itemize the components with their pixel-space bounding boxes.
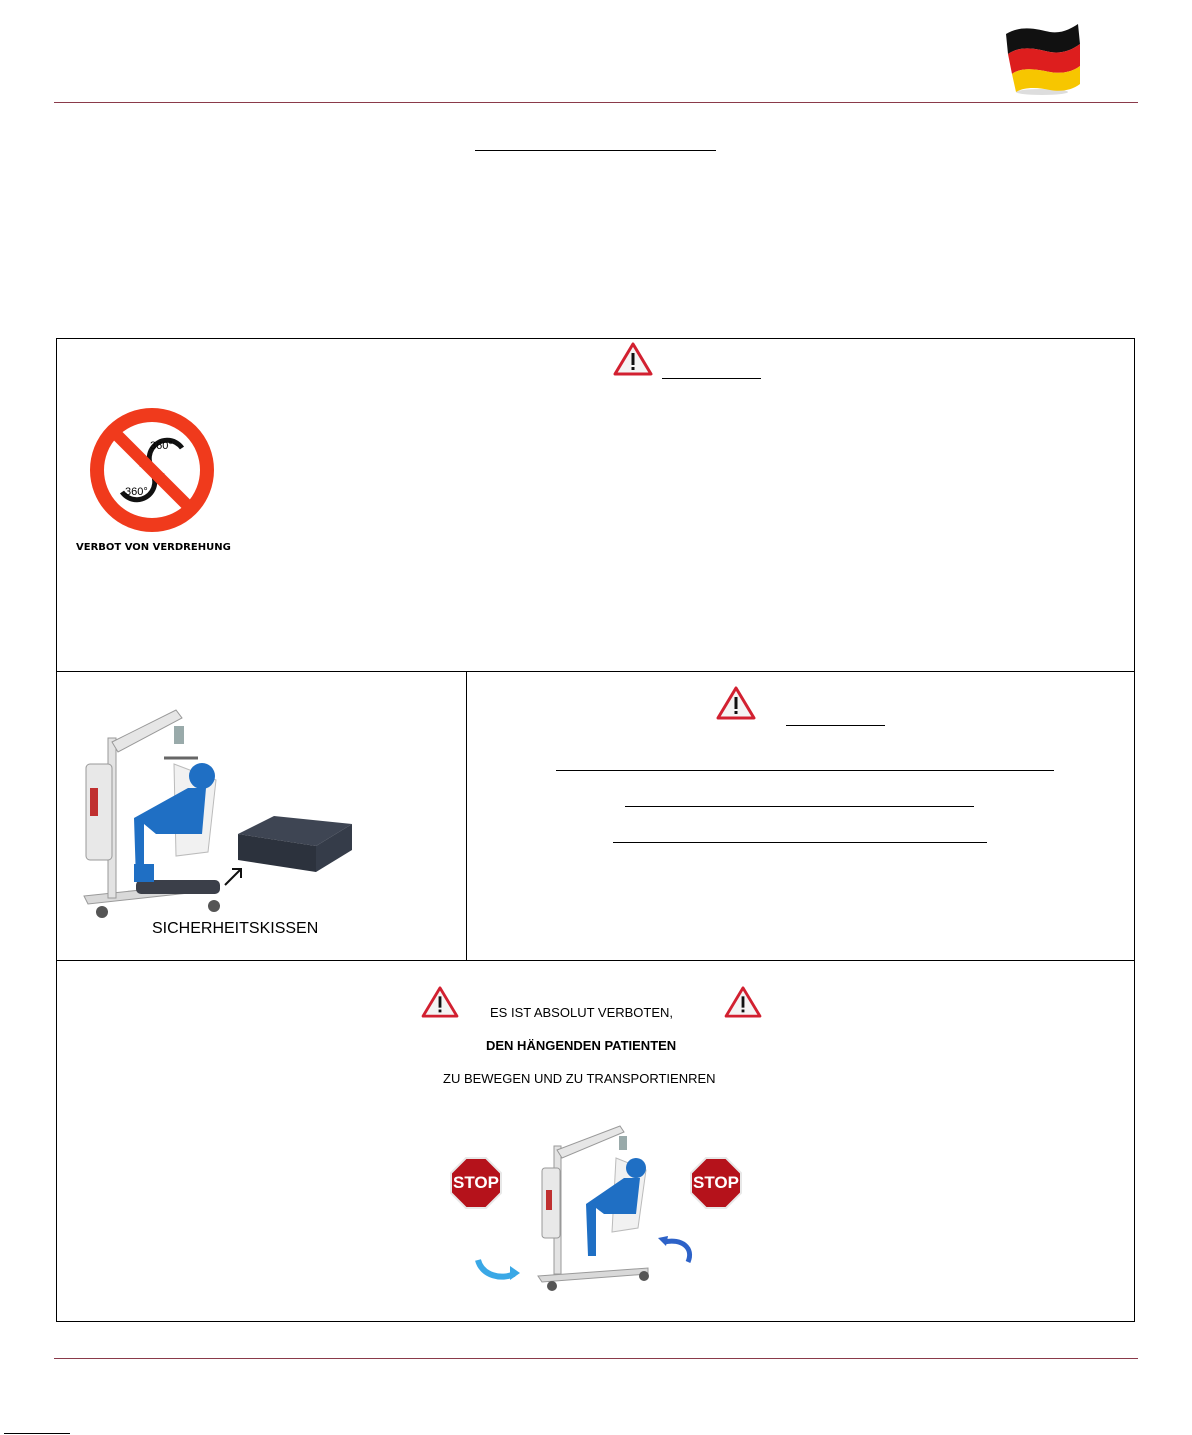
prohibition-line-2: DEN HÄNGENDEN PATIENTEN [486,1038,677,1053]
table-column-divider [466,671,467,961]
stop-sign-label: STOP [453,1173,499,1192]
cushion-caption: SICHERHEITSKISSEN [152,920,319,937]
instruction-underline [613,842,987,843]
table-row-divider-1 [56,671,1135,672]
rotation-arrow-icon [474,1254,522,1284]
no-360-rotation-icon [88,406,216,534]
suspended-patient-lift-illustration [524,1110,664,1306]
warning-triangle-icon [421,986,459,1018]
footer-rule [54,1358,1138,1359]
warning-triangle-icon [716,686,756,720]
section-heading-underline [786,725,885,726]
rotation-arrow-icon [656,1234,698,1266]
instruction-underline [625,806,974,807]
prohibition-line-3: ZU BEWEGEN UND ZU TRANSPORTIENREN [443,1071,716,1086]
instruction-underline [556,770,1054,771]
title-underline [475,150,716,151]
stop-sign-label: STOP [693,1173,739,1192]
patient-lift-illustration [66,684,366,924]
warning-triangle-icon [613,342,653,376]
prohibition-line-1: ES IST ABSOLUT VERBOTEN, [490,1005,674,1020]
arrow-icon [222,866,244,888]
table-row-divider-2 [56,960,1135,961]
german-flag-icon [1000,22,1084,96]
section-heading-underline [662,378,761,379]
warning-triangle-icon [724,986,762,1018]
rotation-label: 360° [150,440,173,452]
header-rule [54,102,1138,103]
safety-cushion-icon [234,812,354,882]
footnote-rule [4,1433,70,1434]
prohibition-caption: VERBOT VON VERDREHUNG [76,542,231,553]
rotation-label: 360° [125,486,148,498]
